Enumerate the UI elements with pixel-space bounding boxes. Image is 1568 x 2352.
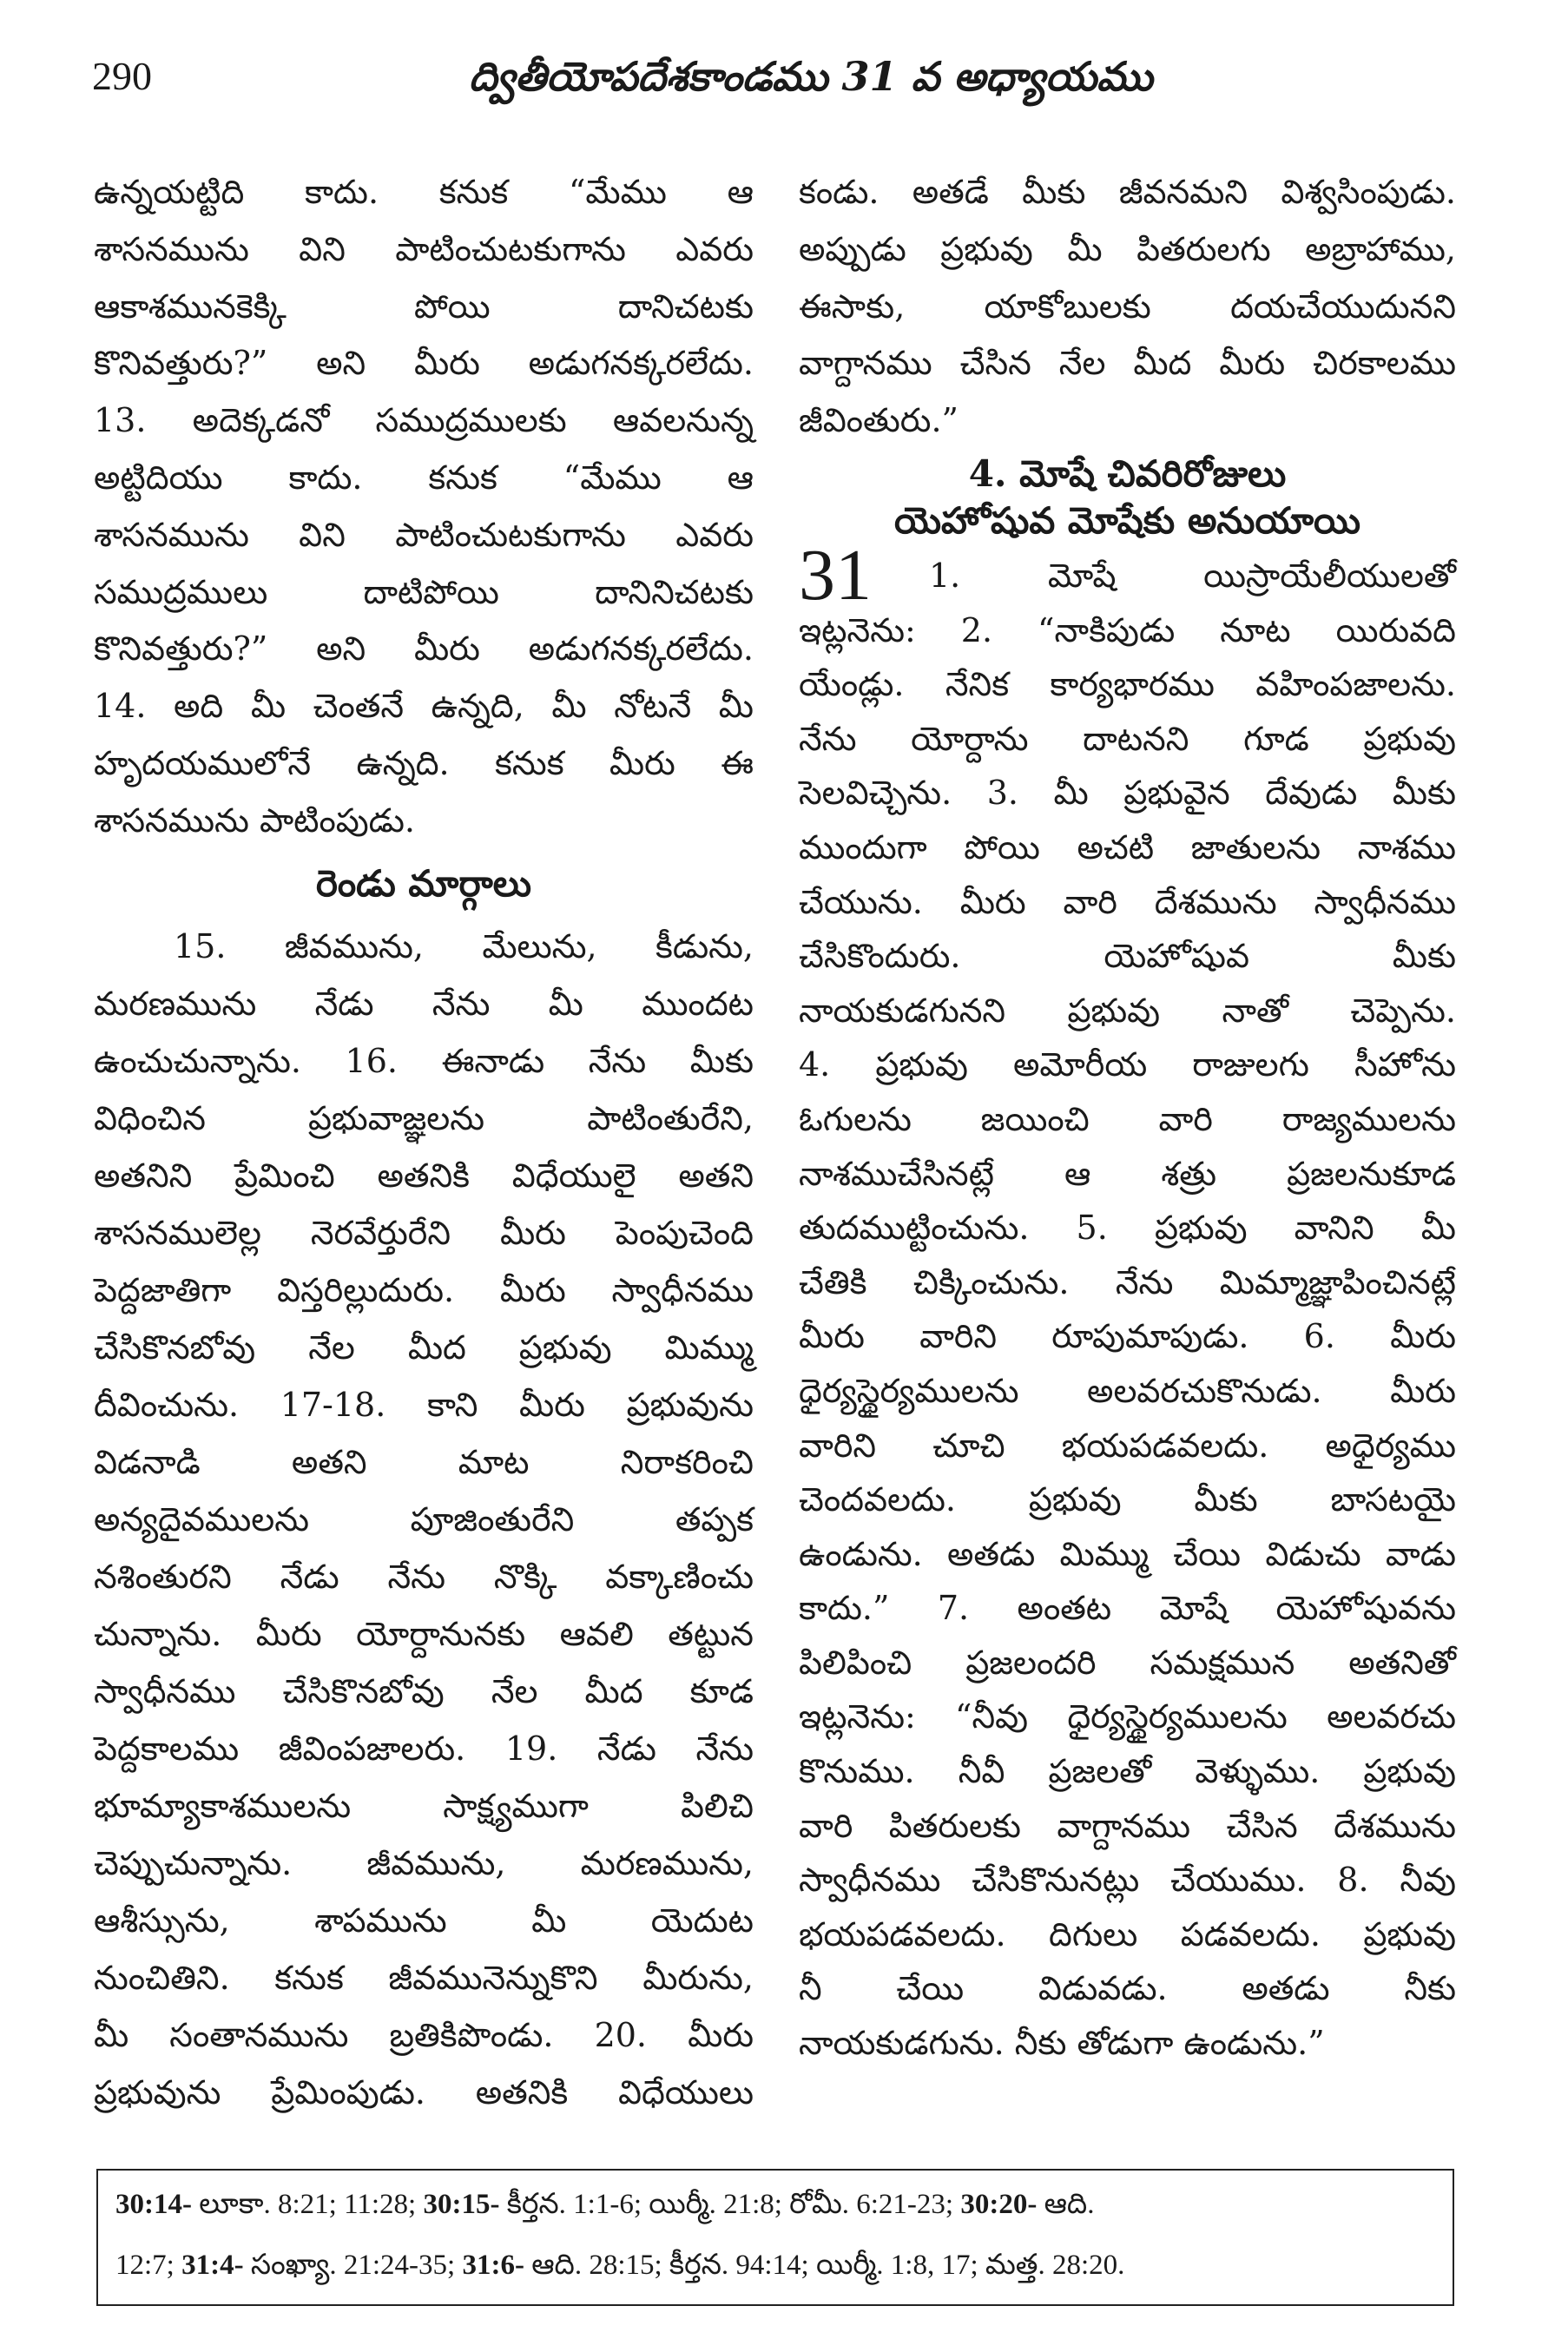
text-line: నశింతురని నేడు నేను నొక్కి వక్కాణించు [94, 1558, 754, 1596]
cross-reference-box [96, 2169, 1454, 2306]
text-line: శాసనమును విని పాటించుటకుగాను ఎవరు [94, 515, 754, 554]
text-line: ప్రభువును ప్రేమింపుడు. అతనికి విధేయులు [94, 2073, 754, 2112]
text-line: హృదయములోనే ఉన్నది. కనుక మీరు ఈ [94, 743, 754, 782]
text-line: దీవించును. 17-18. కాని మీరు ప్రభువును [94, 1386, 754, 1424]
text-line: కండు. అతడే మీకు జీవనమని విశ్వసింపుడు. [799, 173, 1456, 211]
text-line: అట్టిదియు కాదు. కనుక “మేము ఆ [94, 458, 754, 497]
text-line: కొనుము. నీవీ ప్రజలతో వెళ్ళుము. ప్రభువు [799, 1752, 1456, 1791]
text-line: స్వాధీనము చేసికొనబోవు నేల మీద కూడ [94, 1672, 754, 1710]
text-line: 4. ప్రభువు అమోరీయ రాజులగు సీహోను [799, 1045, 1456, 1084]
cross-reference-text: ఆది. [1037, 2189, 1095, 2220]
cross-reference-text: కీర్తన. 1:1-6; యిర్మీ. 21:8; రోమీ. 6:21-23; [499, 2189, 961, 2220]
text-line: ఇట్లనెను: 2. “నాకిపుడు నూట యిరువది [799, 610, 1456, 649]
text-line: శాసనమును పాటింపుడు. [94, 800, 415, 840]
text-line: ఈసాకు, యాకోబులకు దయచేయుదునని [799, 287, 1456, 326]
text-line: అప్పుడు ప్రభువు మీ పితరులగు అబ్రాహాము, [799, 229, 1456, 268]
left-column [94, 0, 754, 2171]
cross-reference-line-1 [115, 2183, 1435, 2226]
text-line: నుంచితిని. కనుక జీవమునెన్నుకొని మీరును, [94, 1959, 754, 1997]
text-line: తుదముట్టించును. 5. ప్రభువు వానిని మీ [799, 1209, 1456, 1248]
text-line: ఉండును. అతడు మిమ్ము చేయి విడుచు వాడు [799, 1534, 1456, 1573]
text-line: పిలిపించి ప్రజలందరి సమక్షమున అతనితో [799, 1643, 1456, 1682]
cross-reference-verse: 31:6- [462, 2250, 524, 2281]
text-line: యేండ్లు. నేనిక కార్యభారము వహింపజాలను. [799, 665, 1456, 704]
cross-reference-text: ఆది. 28:15; కీర్తన. 94:14; యిర్మీ. 1:8, 17; మత్త. 28:20. [524, 2250, 1125, 2281]
text-line: పెద్దకాలము జీవింపజాలరు. 19. నేడు నేను [94, 1729, 754, 1768]
text-line: నాయకుడగునని ప్రభువు నాతో చెప్పెను. [799, 991, 1456, 1030]
right-text-block-2 [799, 535, 1456, 2071]
text-line: నేను యోర్దాను దాటనని గూడ ప్రభువు [799, 719, 1456, 758]
text-line: చెప్పుచున్నాను. జీవమును, మరణమును, [94, 1844, 754, 1882]
cross-reference-verse: 30:20- [960, 2189, 1038, 2220]
text-line: ముందుగా పోయి అచటి జాతులను నాశము [799, 827, 1456, 866]
right-column [799, 0, 1456, 2171]
text-line: 13. అదెక్కడనో సముద్రములకు ఆవలనున్న [94, 401, 754, 440]
cross-reference-line-2 [115, 2243, 1435, 2287]
page-number: 290 [92, 54, 152, 98]
text-line: ధైర్యస్థైర్యములను అలవరచుకొనుడు. మీరు [799, 1371, 1456, 1410]
text-line: మీరు వారిని రూపుమాపుడు. 6. మీరు [799, 1317, 1456, 1356]
text-line: జీవింతురు.” [799, 401, 959, 440]
text-line: 15. జీవమును, మేలును, కీడును, [174, 927, 754, 965]
text-line: ఉంచుచున్నాను. 16. ఈనాడు నేను మీకు [94, 1042, 754, 1080]
text-line: స్వాధీనము చేసికొనునట్లు చేయుము. 8. నీవు [799, 1861, 1456, 1900]
text-line: నాశముచేసినట్లే ఆ శత్రు ప్రజలనుకూడ [799, 1154, 1456, 1193]
text-line: కొనివత్తురు?” అని మీరు అడుగనక్కరలేదు. [94, 629, 754, 669]
text-line: ఉన్నయట్టిది కాదు. కనుక “మేము ఆ [94, 173, 754, 211]
text-line: సెలవిచ్చెను. 3. మీ ప్రభువైన దేవుడు మీకు [799, 774, 1456, 813]
cross-reference-verse: 30:15- [423, 2189, 500, 2220]
text-line: చున్నాను. మీరు యోర్దానునకు ఆవలి తట్టున [94, 1615, 754, 1653]
cross-reference-verse: 31:4- [181, 2250, 244, 2281]
left-text-block-2 [94, 918, 754, 2121]
text-line: పెద్దజాతిగా విస్తరిల్లుదురు. మీరు స్వాధీనము [94, 1271, 754, 1309]
section-heading-two-ways: రెండు మార్గాలు [315, 862, 532, 905]
chapter-number-drop-cap: 31 [799, 535, 872, 616]
text-line: వాగ్దానము చేసిన నేల మీద మీరు చిరకాలము [799, 344, 1456, 383]
text-line: వారిని చూచి భయపడవలదు. అధైర్యము [799, 1426, 1456, 1465]
left-text-block-1 [94, 164, 754, 850]
text-line: ఇట్లనెను: “నీవు ధైర్యస్థైర్యములను అలవరచు [799, 1697, 1456, 1736]
text-line: అన్యదైవములను పూజింతురేని తప్పక [94, 1500, 754, 1538]
text-line: చేయును. మీరు వారి దేశమును స్వాధీనము [799, 882, 1456, 921]
text-line: మరణమును నేడు నేను మీ ముందట [94, 985, 754, 1023]
text-line: వారి పితరులకు వాగ్దానము చేసిన దేశమును [799, 1806, 1456, 1845]
text-line: నీ చేయి విడువడు. అతడు నీకు [799, 1969, 1456, 2008]
text-line: భూమ్యాకాశములను సాక్ష్యముగా పిలిచి [94, 1787, 754, 1825]
text-line: నాయకుడగును. నీకు తోడుగా ఉండును.” [799, 2024, 1325, 2063]
text-line: శాసనమును విని పాటించుటకుగాను ఎవరు [94, 229, 754, 268]
text-line: చెందవలదు. ప్రభువు మీకు బాసటయై [799, 1480, 1456, 1519]
text-line: అతనిని ప్రేమించి అతనికి విధేయులై అతని [94, 1156, 754, 1195]
text-line: ఓగులను జయించి వారి రాజ్యములను [799, 1099, 1456, 1138]
text-line: 1. మోషే యిస్రాయేలీయులతో [929, 557, 1456, 595]
cross-reference-text: లూకా. 8:21; 11:28; [191, 2189, 424, 2220]
cross-reference-text: 12:7; [115, 2250, 182, 2281]
text-line: మీ సంతానమును బ్రతికిపొండు. 20. మీరు [94, 2016, 754, 2054]
text-line: విధించిన ప్రభువాజ్ఞలను పాటింతురేని, [94, 1099, 754, 1137]
cross-reference-verse: 30:14- [115, 2189, 192, 2220]
cross-reference-text: సంఖ్యా. 21:24-35; [243, 2250, 463, 2281]
text-line: భయపడవలదు. దిగులు పడవలదు. ప్రభువు [799, 1914, 1456, 1953]
section-heading-joshua-successor: యెహోషువ మోషేకు అనుయాయి [894, 499, 1360, 542]
section-heading-moses-last-days: 4. మోషే చివరిరోజులు [968, 452, 1287, 495]
running-title: ద్వితీయోపదేశకాండము 31 వ అధ్యాయము [469, 53, 1153, 100]
text-line: చేతికి చిక్కించును. నేను మిమ్మాజ్ఞాపించినట్లే [799, 1262, 1456, 1301]
text-line: కాదు.” 7. అంతట మోషే యెహోషువను [799, 1589, 1456, 1628]
text-line: విడనాడి అతని మాట నిరాకరించి [94, 1443, 754, 1481]
text-line: ఆకాశమునకెక్కి పోయి దానిచటకు [94, 287, 754, 326]
right-text-block-1 [799, 164, 1456, 450]
text-line: చేసికొనబోవు నేల మీద ప్రభువు మిమ్ము [94, 1328, 754, 1367]
text-line: శాసనములెల్ల నెరవేర్తురేని మీరు పెంపుచెంది [94, 1214, 754, 1252]
text-line: చేసికొందురు. యెహోషువ మీకు [799, 937, 1456, 976]
text-line: కొనివత్తురు?” అని మీరు అడుగనక్కరలేదు. [94, 344, 754, 383]
text-line: సముద్రములు దాటిపోయి దానినిచటకు [94, 572, 754, 611]
text-line: ఆశీస్సును, శాపమును మీ యెదుట [94, 1901, 754, 1940]
text-line: 14. అది మీ చెంతనే ఉన్నది, మీ నోటనే మీ [94, 687, 754, 726]
